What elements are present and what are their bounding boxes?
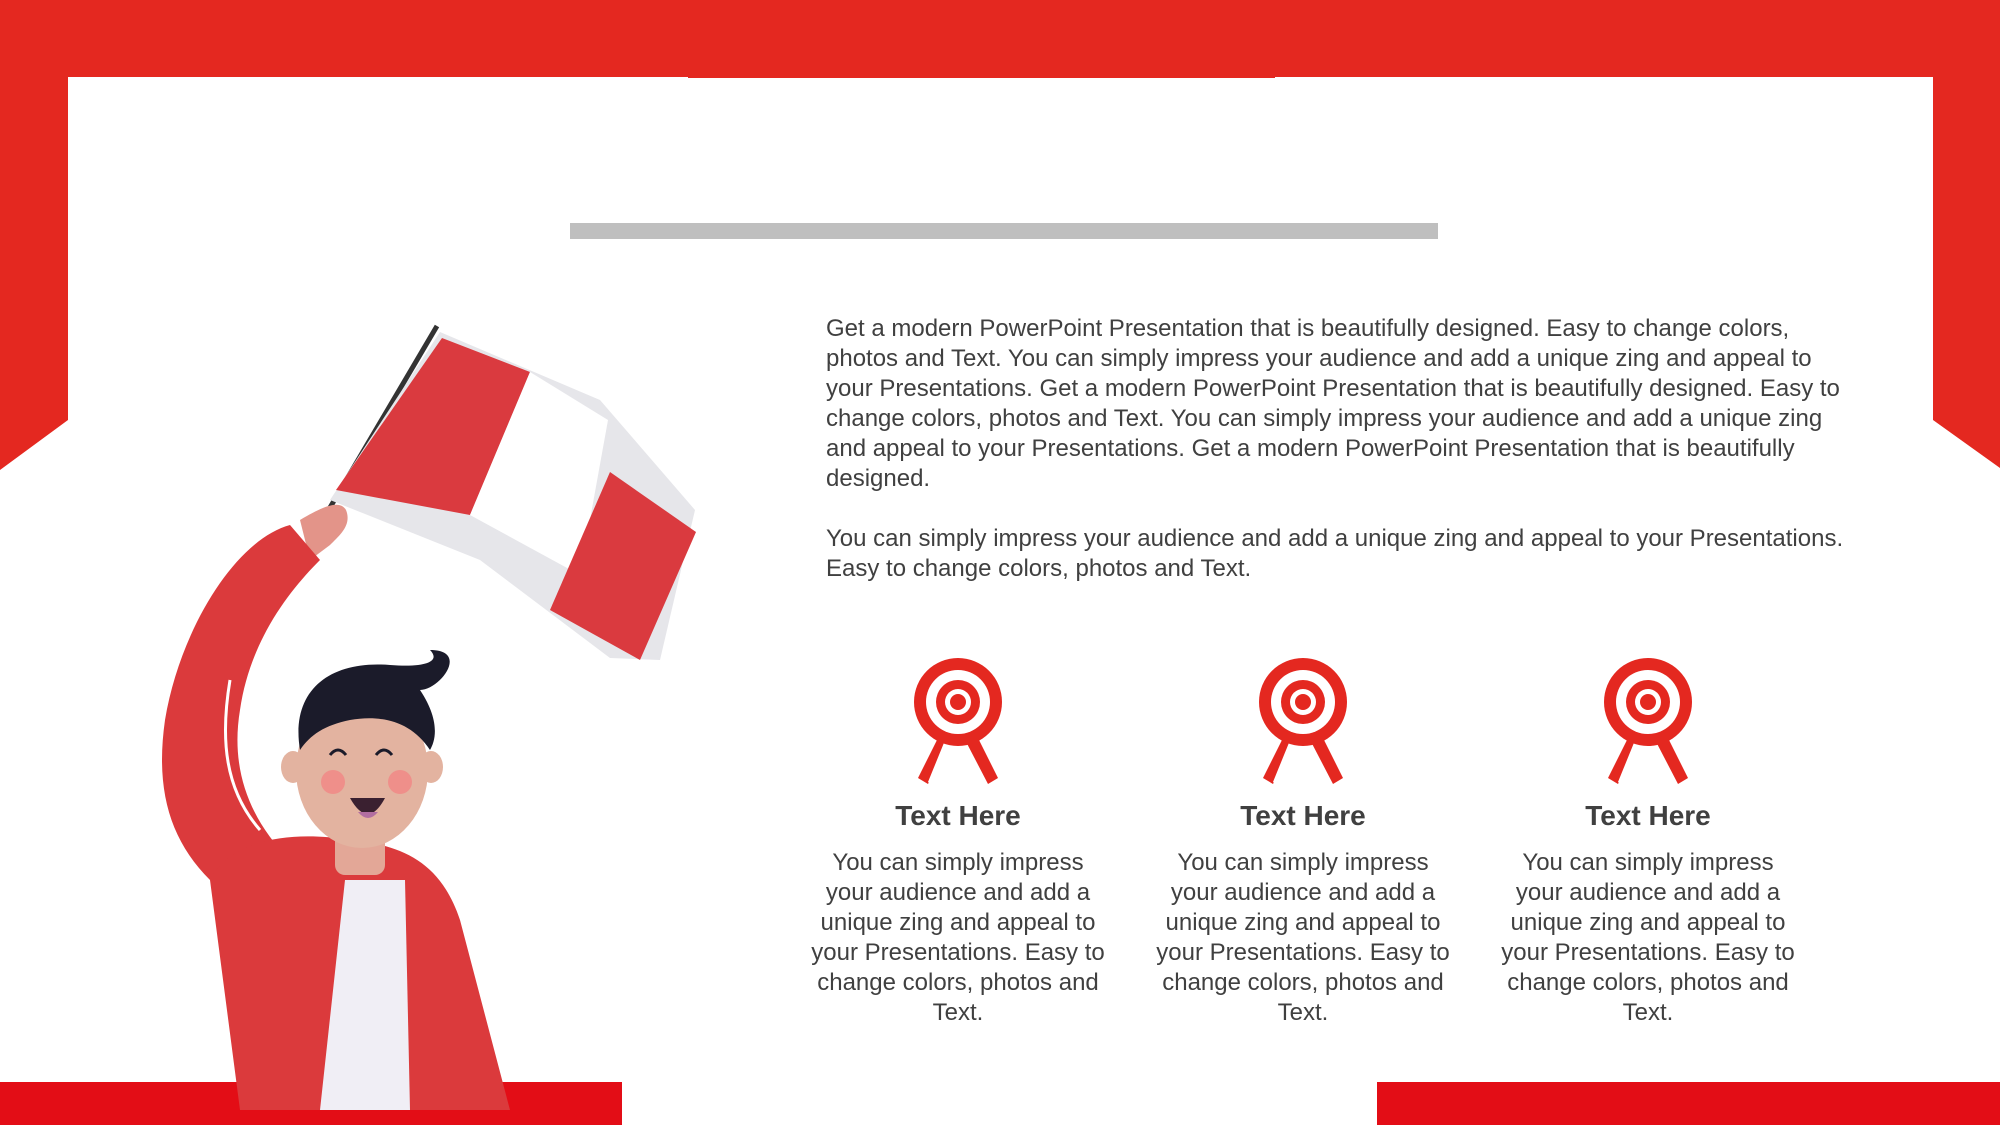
feature-card-2: [1153, 650, 1453, 1028]
rosette-icon: [1598, 656, 1698, 786]
intro-text: [826, 314, 1846, 614]
man-waving-flag-illustration: [140, 320, 700, 1110]
card-body: You can simply impress your audience and add a unique zing and appeal to your Presentations. Easy to change colors, photos and Text.: [1156, 849, 1450, 1026]
card-body: You can simply impress your audience and add a unique zing and appeal to your Presentations. Easy to change colors, photos and Text.: [1501, 849, 1795, 1026]
rosette-icon: [1253, 656, 1353, 786]
feature-card-3: [1498, 650, 1798, 1028]
card-heading: Text Here: [1240, 800, 1366, 831]
intro-paragraph-1: Get a modern PowerPoint Presentation that is beautifully designed. Easy to change colors, photos and Text. You can simply impress your audience and add a unique zing and appeal to your Presentations. Get a modern PowerPoint Presentation that is beautifully designed. Easy to change colors, photos and Text. You can simply impress your audience and add a unique zing and appeal to your Presentations. Get a modern PowerPoint Presentation that is beautifully designed.: [826, 315, 1840, 492]
bottom-bar-right: [1377, 1082, 2000, 1125]
feature-card-1: [808, 650, 1108, 1028]
title-placeholder-bar: [570, 223, 1438, 239]
card-body: You can simply impress your audience and add a unique zing and appeal to your Presentations. Easy to change colors, photos and Text.: [811, 849, 1105, 1026]
card-heading: Text Here: [1585, 800, 1711, 831]
rosette-icon: [908, 656, 1008, 786]
card-heading: Text Here: [895, 800, 1021, 831]
intro-paragraph-2: You can simply impress your audience and add a unique zing and appeal to your Presentations. Easy to change colors, photos and Text.: [826, 525, 1844, 582]
